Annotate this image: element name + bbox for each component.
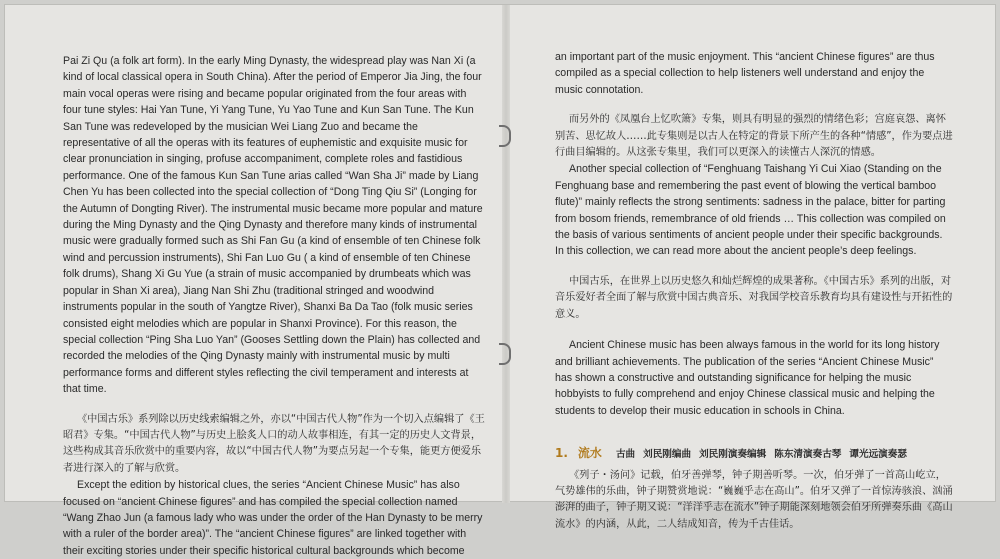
staple-bottom <box>499 343 511 365</box>
track-title: 流水 <box>577 446 602 461</box>
left-paragraph-1: Pai Zi Qu (a folk art form). In the early Ming Dynasty, the widespread play was Nan Xi (a kind of local classical opera in South China). After the period of Emperor Jia Jing, the four main vocal operas were rising and became popular originated from the four areas with four tune styles: Hai Yan Tune, Yi Yang Tune, Yu Yao Tune and Kun San Tune. The Kun San Tune was redeveloped by the musician Wei Liang Zuo and became the representative of all the operas with its features of euphemistic and exquisite music for clear pronunciation in singing, profuse accompaniment, complete roles and fastidious performance. One of the famous Kun San Tune arias called “Wan Sha Ji” made by Liang Chen Yu has been collected into the special collection of “Dong Ting Qiu Si” (Longing for the Autumn of Dongting River). The instrumental music became more popular and mature during the Ming Dynasty and the Qing Dynasty and therefore many kinds of instrumental music were gradually formed such as Shi Fan Gu (a kind of ensemble of ten Chinese folk wind and percussion instruments), Shi Fan Luo Gu ( a kind of ensemble of ten Chinese folk drums), Shang Xi Gu Yue (a strain of music accompanied by drumbeats which was popular in Shan Xi area), Jiang Nan Shi Zhu (traditional stringed and woodwind instruments popular in the south of Yangtze River), Shanxi Ba Da Tao (folk music series consisted eight melodies which are popular in Shanxi Province). For this reason, the special collection “Ping Sha Luo Yan” (Gooses Settling down the Plain) has collected and recorded the melodies of the Qing Dynasty mainly with instrumental music by multi performance forms and different styles reflecting the civil temperament and interests at that time. <box>63 55 483 396</box>
booklet-spread <box>4 4 996 557</box>
track-description: 《列子・汤问》记载，伯牙善弹琴，钟子期善听琴。一次，伯牙弹了一首高山屹立，气势雄伟的乐曲，钟子期赞赏地说：“巍巍乎志在高山”。伯牙又弹了一首惊涛骇浪、汹涌澎湃的曲子，钟子期又说：“洋洋乎志在流水”钟子期能深刻地领会伯牙所弹奏乐曲《高山流水》的内涵，从此，二人结成知音，传为千古佳话。 <box>555 469 953 530</box>
right-page <box>555 49 953 533</box>
track-heading <box>555 445 953 463</box>
left-paragraph-2-chinese: 《中国古乐》系列除以历史线索编辑之外，亦以“中国古代人物”作为一个切入点编辑了《王昭君》专集。“中国古代人物”与历史上脍炙人口的动人故事相连，有其一定的历史人文背景，这些构成其音乐欣赏中的重要内容，故以“中国古代人物”为要点另起一个专集，能更方便爱乐者进行深入的了解与欣赏。 <box>63 413 485 474</box>
track-credit-editor: 刘民刚演奏编辑 <box>699 449 767 461</box>
left-page <box>63 53 487 559</box>
right-paragraph-5: Ancient Chinese music has been always famous in the world for its long history and brilliant achievements. The publication of the series “Ancient Chinese Music” has shown a constructive and outstanding significance for helping the music hobbyists to fully comprehend and enjoy Chinese classical music and helping the students to develop their music education in schools in China. <box>555 339 940 417</box>
right-paragraph-2-chinese: 而另外的《凤凰台上忆吹箫》专集，则具有明显的强烈的情绪色彩；宫庭哀怨、离怀别苦、思忆故人……此专集则是以古人在特定的背景下所产生的各种“情感”，作为要点进行曲目编辑的。从这张专集里，我们可以更深入的读懂古人深沉的情感。 <box>555 114 953 159</box>
left-paragraph-3: Except the edition by historical clues, the series “Ancient Chinese Music” has also focused on “ancient Chinese figures” and has compiled the special collection named “Wang Zhao Jun (a famous lady who was under the order of the Han Dynasty to be merry with a ruler of the border area)”. The “ancient Chinese figures” are linked together with their exciting stories under their specific historical cultural backgrounds which become <box>63 479 483 557</box>
right-paragraph-4-chinese: 中国古乐，在世界上以历史悠久和灿烂辉煌的成果著称。《中国古乐》系列的出版，对音乐爱好者全面了解与欣赏中国古典音乐、对我国学校音乐教育均具有建设性与开拓性的意义。 <box>555 275 953 320</box>
track-genre: 古曲 <box>615 449 636 461</box>
center-fold <box>502 5 510 503</box>
track-credit-arranger: 刘民刚编曲 <box>643 449 692 461</box>
right-paragraph-1: an important part of the music enjoyment. This “ancient Chinese figures” are thus compiled as a special collection to help listeners well understand and enjoy the music connotation. <box>555 51 935 96</box>
track-number: 1. <box>555 446 568 461</box>
track-credit-guqin: 陈东清演奏古琴 <box>774 449 842 461</box>
track-credit-se: 谭光远演奏瑟 <box>849 449 907 461</box>
right-paragraph-3: Another special collection of “Fenghuang Taishang Yi Cui Xiao (Standing on the Fenghuang base and remembering the past event of blowing the vertical bamboo flute)” mainly reflects the strong sentiments: sadness in the palace, bitter for parting from bosom friends, remembrance of old friends … This collection was compiled on the basis of various sentiments of ancient people under their specific backgrounds. In this collection, we can read more about the ancient people’s deep feelings. <box>555 163 946 258</box>
staple-top <box>499 125 511 147</box>
